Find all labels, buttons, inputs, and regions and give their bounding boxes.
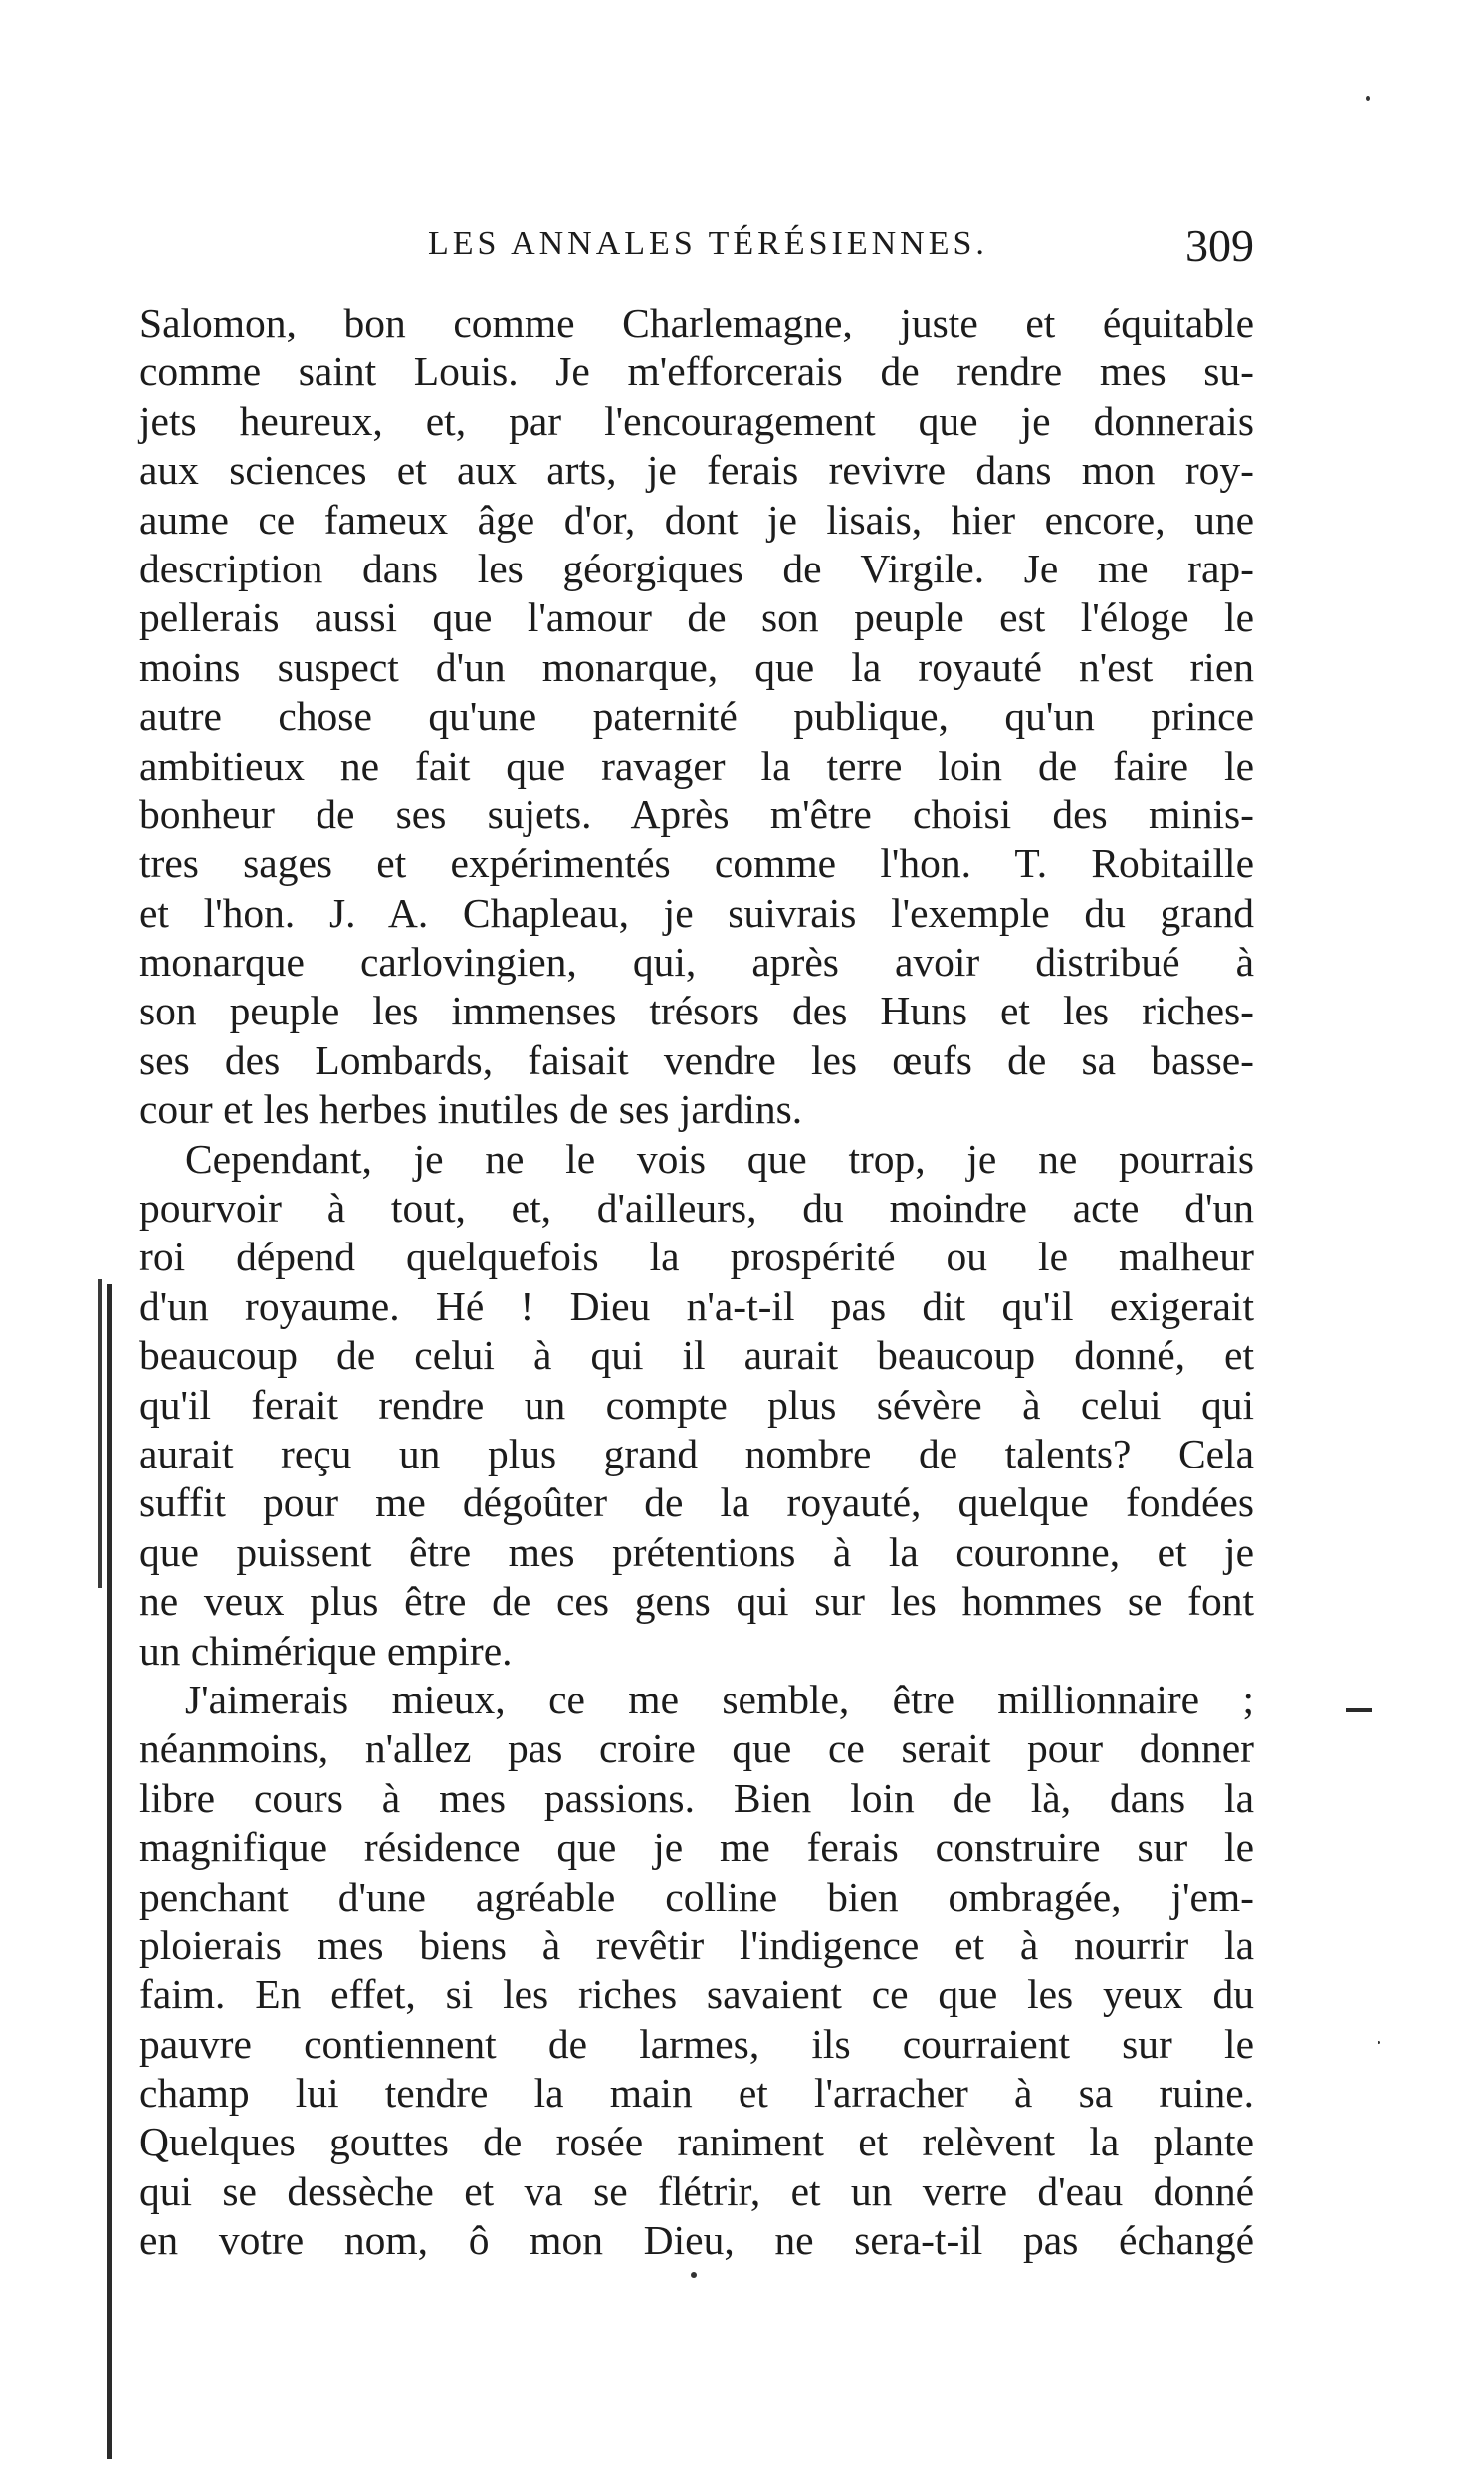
text-line: moins suspect d'un monarque, que la royauté n'est rien bbox=[139, 643, 1254, 690]
running-title: LES ANNALES TÉRÉSIENNES. bbox=[428, 225, 988, 262]
text-line: ne veux plus être de ces gens qui sur les hommes se font bbox=[139, 1578, 1254, 1625]
text-line: pauvre contiennent de larmes, ils courraient sur le bbox=[139, 2020, 1254, 2067]
text-line: pellerais aussi que l'amour de son peuple est l'éloge le bbox=[139, 594, 1254, 641]
text-line: magnifique résidence que je me ferais construire sur le bbox=[139, 1824, 1254, 1871]
text-line: Quelques gouttes de rosée raniment et relèvent la plante bbox=[139, 2119, 1254, 2165]
text-line: champ lui tendre la main et l'arracher à sa ruine. bbox=[139, 2070, 1254, 2117]
text-line: en votre nom, ô mon Dieu, ne sera-t-il pas échangé bbox=[139, 2217, 1254, 2264]
text-line: et l'hon. J. A. Chapleau, je suivrais l'exemple du grand bbox=[139, 889, 1254, 936]
text-line: aume ce fameux âge d'or, dont je lisais, hier encore, une bbox=[139, 496, 1254, 543]
text-line: libre cours à mes passions. Bien loin de là, dans la bbox=[139, 1774, 1254, 1821]
text-line: autre chose qu'une paternité publique, qu'un prince bbox=[139, 693, 1254, 740]
ink-speck bbox=[691, 2272, 697, 2278]
text-line: jets heureux, et, par l'encouragement que je donnerais bbox=[139, 397, 1254, 444]
text-line: suffit pour me dégoûter de la royauté, quelque fondées bbox=[139, 1479, 1254, 1526]
text-line: un chimérique empire. bbox=[139, 1627, 513, 1674]
page-number: 309 bbox=[1185, 220, 1254, 271]
body-text bbox=[139, 299, 1254, 2266]
text-line: description dans les géorgiques de Virgile. Je me rap- bbox=[139, 545, 1254, 591]
text-line: ploierais mes biens à revêtir l'indigence et à nourrir la bbox=[139, 1921, 1254, 1968]
text-line: faim. En effet, si les riches savaient ce que les yeux du bbox=[139, 1971, 1254, 2018]
ink-speck bbox=[1378, 2041, 1380, 2044]
text-line: roi dépend quelquefois la prospérité ou le malheur bbox=[139, 1234, 1254, 1280]
text-line: pourvoir à tout, et, d'ailleurs, du moindre acte d'un bbox=[139, 1185, 1254, 1232]
text-line: qui se dessèche et va se flétrir, et un verre d'eau donné bbox=[139, 2167, 1254, 2214]
margin-rule-mark bbox=[107, 1284, 112, 2459]
text-line: bonheur de ses sujets. Après m'être choisi des minis- bbox=[139, 791, 1254, 837]
text-line: néanmoins, n'allez pas croire que ce serait pour donner bbox=[139, 1725, 1254, 1772]
text-line: son peuple les immenses trésors des Huns et les riches- bbox=[139, 988, 1254, 1034]
text-line: que puissent être mes prétentions à la couronne, et je bbox=[139, 1528, 1254, 1575]
text-line: aurait reçu un plus grand nombre de talents? Cela bbox=[139, 1430, 1254, 1476]
text-line: qu'il ferait rendre un compte plus sévère à celui qui bbox=[139, 1381, 1254, 1428]
margin-rule-mark bbox=[98, 1279, 102, 1588]
text-line: d'un royaume. Hé ! Dieu n'a-t-il pas dit qu'il exigerait bbox=[139, 1282, 1254, 1329]
text-line: beaucoup de celui à qui il aurait beaucoup donné, et bbox=[139, 1332, 1254, 1379]
text-line: tres sages et expérimentés comme l'hon. T. Robitaille bbox=[139, 840, 1254, 887]
text-line: Salomon, bon comme Charlemagne, juste et équitable bbox=[139, 300, 1254, 345]
text-line: comme saint Louis. Je m'efforcerais de rendre mes su- bbox=[139, 348, 1254, 395]
text-line: Cependant, je ne le vois que trop, je ne pourrais bbox=[185, 1135, 1254, 1182]
text-line: cour et les herbes inutiles de ses jardins. bbox=[139, 1086, 803, 1133]
ink-speck bbox=[1366, 96, 1370, 101]
text-line: ambitieux ne fait que ravager la terre loin de faire le bbox=[139, 742, 1254, 789]
running-header bbox=[139, 219, 1254, 279]
text-line: penchant d'une agréable colline bien ombragée, j'em- bbox=[139, 1873, 1254, 1920]
text-line: J'aimerais mieux, ce me semble, être millionnaire ; bbox=[185, 1676, 1254, 1722]
text-line: aux sciences et aux arts, je ferais revivre dans mon roy- bbox=[139, 447, 1254, 494]
text-line: ses des Lombards, faisait vendre les œufs de sa basse- bbox=[139, 1036, 1254, 1083]
text-line: monarque carlovingien, qui, après avoir distribué à bbox=[139, 939, 1254, 986]
margin-dash-mark bbox=[1346, 1708, 1372, 1712]
